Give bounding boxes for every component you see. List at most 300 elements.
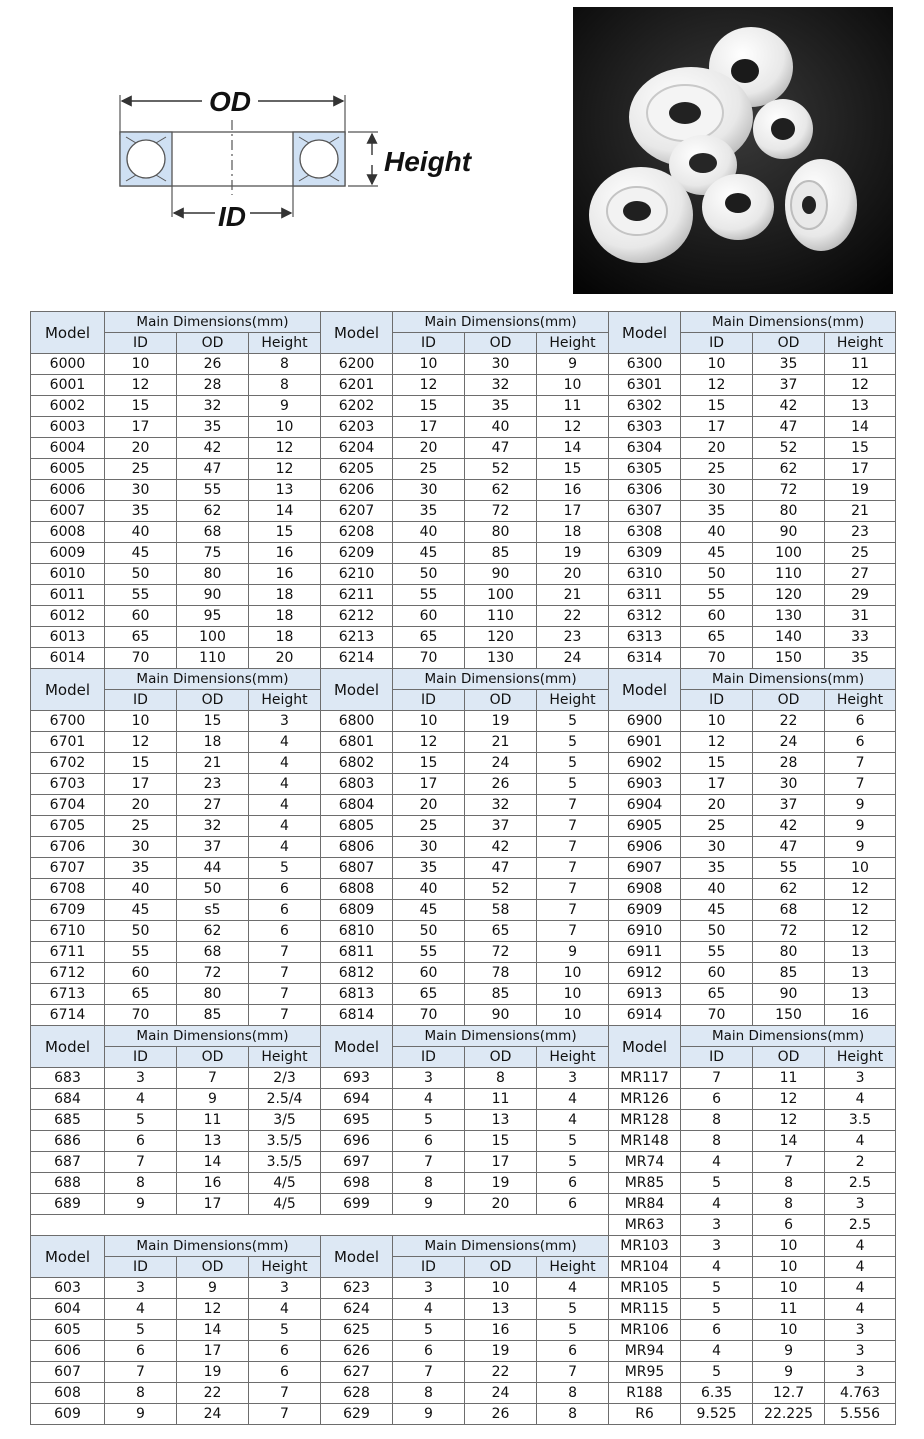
dimension-cell: 35 [825,648,896,669]
model-cell: MR63 [609,1215,681,1236]
dimension-cell: 13 [825,396,896,417]
dimension-cell: 4 [393,1089,465,1110]
column-header-height: Height [537,1257,609,1278]
model-cell: 6309 [609,543,681,564]
model-cell: 6807 [321,858,393,879]
dimension-cell: 65 [465,921,537,942]
dimension-cell: 5 [105,1320,177,1341]
dimension-cell: 3 [393,1068,465,1089]
model-cell: 6710 [31,921,105,942]
dimension-cell: 10 [393,711,465,732]
dimension-cell: 30 [681,480,753,501]
model-cell: 6014 [31,648,105,669]
dimension-cell: 25 [825,543,896,564]
dimension-cell: 29 [825,585,896,606]
dimension-cell: 3 [393,1278,465,1299]
table-row [31,1131,896,1152]
dimension-cell: 52 [465,459,537,480]
model-cell: 6204 [321,438,393,459]
dimension-cell: 100 [753,543,825,564]
dimension-cell: 9 [177,1278,249,1299]
dimension-cell: 4 [825,1089,896,1110]
dimension-cell: 72 [753,480,825,501]
dimension-cell: 11 [465,1089,537,1110]
dimension-cell: 4 [825,1299,896,1320]
model-cell: 698 [321,1173,393,1194]
dimension-cell: 7 [249,1404,321,1425]
model-header: Model [31,669,105,711]
dimension-cell: 7 [537,795,609,816]
model-cell: 6909 [609,900,681,921]
model-cell: 6912 [609,963,681,984]
dimension-cell: 30 [393,480,465,501]
table-row [31,837,896,858]
dimension-cell: 28 [177,375,249,396]
model-cell: 606 [31,1341,105,1362]
model-cell: 6809 [321,900,393,921]
dimension-cell: 22 [537,606,609,627]
dimension-cell: 17 [465,1152,537,1173]
model-cell: 624 [321,1299,393,1320]
model-cell: 6209 [321,543,393,564]
table-row [31,438,896,459]
model-cell: 6703 [31,774,105,795]
table-row [31,501,896,522]
dimension-cell: 85 [465,543,537,564]
model-cell: 6712 [31,963,105,984]
table-row [31,627,896,648]
dimension-cell: 10 [753,1236,825,1257]
dimension-cell: 14 [177,1152,249,1173]
dimension-cell: 35 [681,858,753,879]
model-cell: 6307 [609,501,681,522]
dimension-cell: 7 [825,774,896,795]
dimension-cell: 70 [393,648,465,669]
dimension-cell: 32 [465,795,537,816]
main-dimensions-header: Main Dimensions(mm) [105,669,321,690]
model-cell: 694 [321,1089,393,1110]
dimension-cell: 15 [177,711,249,732]
dimension-cell: 12 [681,732,753,753]
dimension-cell: 13 [465,1110,537,1131]
dimension-cell: 47 [753,837,825,858]
dimension-cell: 13 [825,963,896,984]
table-row [31,648,896,669]
table-header-row [31,669,896,690]
model-cell: 6704 [31,795,105,816]
dimension-cell: 10 [249,417,321,438]
dimension-cell: 32 [177,396,249,417]
dimension-cell: 12 [393,375,465,396]
dimension-cell: 19 [825,480,896,501]
column-header-od: OD [753,690,825,711]
table-header-row [31,1026,896,1047]
dimension-cell: 68 [177,942,249,963]
dimension-cell: 110 [753,564,825,585]
dimension-cell: 8 [105,1383,177,1404]
dimension-cell: 7 [681,1068,753,1089]
dimension-cell: 9 [825,795,896,816]
model-cell: 6702 [31,753,105,774]
dimension-cell: 12 [753,1089,825,1110]
model-cell: 6310 [609,564,681,585]
dimension-cell: 12 [249,438,321,459]
model-cell: 6011 [31,585,105,606]
dimension-cell: 15 [105,396,177,417]
dimension-cell: 45 [105,543,177,564]
dimension-cell: 3 [825,1194,896,1215]
model-cell: 6706 [31,837,105,858]
dimension-cell: 6 [681,1320,753,1341]
dimension-cell: 55 [393,942,465,963]
dimension-cell: 9.525 [681,1404,753,1425]
dimension-cell: 27 [825,564,896,585]
dimension-cell: 14 [537,438,609,459]
column-header-id: ID [393,333,465,354]
dimension-cell: 40 [393,522,465,543]
model-cell: 6205 [321,459,393,480]
dimension-cell: 37 [753,375,825,396]
dimension-cell: 45 [681,900,753,921]
dimension-cell: 35 [105,501,177,522]
dimension-cell: 90 [753,984,825,1005]
dimension-cell: 72 [177,963,249,984]
dimension-cell: 60 [393,963,465,984]
dimension-cell: 72 [753,921,825,942]
table-row [31,921,896,942]
dimension-cell: 5 [537,774,609,795]
dimension-cell: 18 [177,732,249,753]
model-cell: 603 [31,1278,105,1299]
dimension-cell: 10 [537,1005,609,1026]
column-header-od: OD [465,1047,537,1068]
table-row [31,1194,896,1215]
dimension-cell: 12 [681,375,753,396]
dimension-cell: 9 [825,816,896,837]
dimension-cell: 85 [177,1005,249,1026]
dimension-cell: 90 [177,585,249,606]
dimension-cell: 6 [249,921,321,942]
model-cell: MR106 [609,1320,681,1341]
model-cell: 6302 [609,396,681,417]
model-cell: 6308 [609,522,681,543]
model-cell: MR128 [609,1110,681,1131]
model-cell: 6908 [609,879,681,900]
model-cell: 688 [31,1173,105,1194]
dimension-cell: 47 [753,417,825,438]
dimension-cell: 7 [105,1152,177,1173]
model-cell: 6714 [31,1005,105,1026]
dimension-cell: 10 [465,1278,537,1299]
dimension-cell: 4/5 [249,1173,321,1194]
model-cell: 6711 [31,942,105,963]
column-header-height: Height [537,690,609,711]
dimension-cell: 11 [753,1299,825,1320]
dimension-cell: 8 [681,1131,753,1152]
dimension-cell: 150 [753,648,825,669]
dimension-cell: 31 [825,606,896,627]
table-row [31,375,896,396]
model-cell: 6012 [31,606,105,627]
dimension-cell: 52 [753,438,825,459]
model-cell: 6004 [31,438,105,459]
table-row [31,1278,896,1299]
dimension-cell: 20 [249,648,321,669]
model-cell: 683 [31,1068,105,1089]
dimension-cell: 9 [393,1404,465,1425]
column-header-od: OD [753,333,825,354]
dimension-cell: 5 [393,1110,465,1131]
dimension-cell: 2.5 [825,1215,896,1236]
dimension-cell: 8 [249,354,321,375]
dimension-cell: 18 [249,606,321,627]
dimension-cell: 5 [537,711,609,732]
table-row [31,396,896,417]
dimension-cell: 65 [105,984,177,1005]
dimension-cell: 7 [249,963,321,984]
dimension-cell: 15 [465,1131,537,1152]
dimension-cell: 5 [393,1320,465,1341]
model-cell: 699 [321,1194,393,1215]
dimension-cell: 130 [465,648,537,669]
dimension-cell: 68 [753,900,825,921]
table-row [31,711,896,732]
dimension-cell: 7 [537,921,609,942]
table-row [31,543,896,564]
model-cell: 6913 [609,984,681,1005]
model-cell: R6 [609,1404,681,1425]
dimension-cell: 17 [105,774,177,795]
model-cell: 6804 [321,795,393,816]
dimension-cell: 4 [249,1299,321,1320]
dimension-cell: 11 [537,396,609,417]
dimension-cell: 15 [393,753,465,774]
main-dimensions-header: Main Dimensions(mm) [393,669,609,690]
dimension-cell: 62 [753,879,825,900]
column-header-id: ID [393,690,465,711]
model-header: Model [609,312,681,354]
dimension-cell: 5 [537,753,609,774]
model-cell: 6904 [609,795,681,816]
column-header-id: ID [105,1257,177,1278]
dimension-cell: 8 [249,375,321,396]
dimension-cell: 4 [825,1236,896,1257]
model-cell: 6200 [321,354,393,375]
model-cell: 6808 [321,879,393,900]
dimension-cell: 50 [393,921,465,942]
dimension-cell: 9 [537,354,609,375]
column-header-height: Height [249,333,321,354]
model-cell: 6700 [31,711,105,732]
dimension-cell: 25 [105,816,177,837]
dimension-cell: 9 [537,942,609,963]
column-header-id: ID [105,690,177,711]
dimension-cell: 4 [681,1194,753,1215]
model-cell: 697 [321,1152,393,1173]
dimension-cell: 35 [393,501,465,522]
dimension-cell: 68 [177,522,249,543]
table-row [31,1068,896,1089]
dimension-cell: 7 [753,1152,825,1173]
dimension-cell: 10 [825,858,896,879]
dimension-cell: 4 [249,753,321,774]
dimension-cell: 10 [753,1278,825,1299]
model-cell: 6305 [609,459,681,480]
dimensions-table-container [30,311,895,1425]
model-cell: 6709 [31,900,105,921]
dimension-cell: 8 [537,1383,609,1404]
dimension-cell: 60 [105,963,177,984]
dimension-cell: 42 [753,816,825,837]
dimension-cell: 44 [177,858,249,879]
model-cell: 6303 [609,417,681,438]
dimension-cell: 20 [105,438,177,459]
model-cell: 6802 [321,753,393,774]
table-row [31,1341,896,1362]
dimension-cell: 58 [465,900,537,921]
model-cell: 6213 [321,627,393,648]
dimension-cell: 21 [177,753,249,774]
dimension-cell: 15 [681,753,753,774]
dimension-cell: 78 [465,963,537,984]
dimension-cell: 20 [681,438,753,459]
dimension-cell: 5.556 [825,1404,896,1425]
table-header-row [31,312,896,333]
dimension-cell: 35 [177,417,249,438]
dimension-cell: 4 [249,774,321,795]
dimension-cell: 22 [753,711,825,732]
dimension-cell: 3.5 [825,1110,896,1131]
dimension-cell: 7 [105,1362,177,1383]
dimension-cell: 70 [105,1005,177,1026]
model-cell: 627 [321,1362,393,1383]
dimension-cell: 4 [825,1257,896,1278]
dimension-cell: 5 [249,1320,321,1341]
model-cell: 6211 [321,585,393,606]
column-header-id: ID [681,333,753,354]
dimension-cell: 60 [681,606,753,627]
dimension-cell: 55 [681,942,753,963]
table-row [31,606,896,627]
dimension-cell: 40 [105,879,177,900]
model-cell: 629 [321,1404,393,1425]
dimension-cell: 30 [393,837,465,858]
dimension-cell: 14 [249,501,321,522]
dimension-cell: 10 [681,354,753,375]
dimension-cell: 42 [753,396,825,417]
dimension-cell: 15 [393,396,465,417]
dimension-cell: 80 [753,942,825,963]
model-cell: 609 [31,1404,105,1425]
dimension-cell: 4 [681,1152,753,1173]
table-row [31,816,896,837]
table-row [31,879,896,900]
dimension-cell: 140 [753,627,825,648]
model-cell: 6810 [321,921,393,942]
model-cell: MR84 [609,1194,681,1215]
column-header-height: Height [249,690,321,711]
dimension-cell: 20 [393,438,465,459]
model-cell: MR105 [609,1278,681,1299]
dimension-cell: 6 [105,1131,177,1152]
dimension-cell: 18 [249,627,321,648]
dimension-cell: 55 [105,942,177,963]
table-subheader-row [31,333,896,354]
column-header-od: OD [177,333,249,354]
model-cell: 6207 [321,501,393,522]
model-header: Model [31,312,105,354]
dimension-cell: 13 [825,942,896,963]
model-header: Model [321,669,393,711]
model-cell: 696 [321,1131,393,1152]
dimension-cell: 60 [681,963,753,984]
table-row [31,1404,896,1425]
dimension-cell: s5 [177,900,249,921]
column-header-od: OD [177,1047,249,1068]
dimension-cell: 4 [105,1299,177,1320]
dimension-cell: 12 [105,375,177,396]
column-header-id: ID [681,690,753,711]
dimension-cell: 11 [825,354,896,375]
spacer-cell [31,1215,609,1236]
dimension-cell: 45 [393,543,465,564]
dimension-cell: 12 [393,732,465,753]
dimension-cell: 5 [681,1173,753,1194]
dimension-cell: 33 [825,627,896,648]
dimension-cell: 6 [825,711,896,732]
model-cell: 6214 [321,648,393,669]
dimension-cell: 5 [537,1152,609,1173]
model-cell: MR85 [609,1173,681,1194]
dimension-cell: 62 [753,459,825,480]
dimension-cell: 21 [465,732,537,753]
main-dimensions-header: Main Dimensions(mm) [393,1026,609,1047]
model-cell: R188 [609,1383,681,1404]
dimension-cell: 80 [465,522,537,543]
height-label: Height [384,146,472,177]
dimension-cell: 22.225 [753,1404,825,1425]
dimension-cell: 47 [465,858,537,879]
table-row [31,732,896,753]
model-cell: 685 [31,1110,105,1131]
id-label: ID [218,201,246,232]
model-cell: 6311 [609,585,681,606]
dimension-cell: 21 [537,585,609,606]
model-cell: 6306 [609,480,681,501]
dimension-cell: 17 [393,417,465,438]
dimension-cell: 40 [465,417,537,438]
dimension-cell: 4 [249,816,321,837]
dimension-cell: 6 [105,1341,177,1362]
model-cell: 6914 [609,1005,681,1026]
model-header: Model [609,1026,681,1068]
dimension-cell: 23 [537,627,609,648]
model-cell: 695 [321,1110,393,1131]
dimension-cell: 24 [465,1383,537,1404]
dimension-cell: 72 [465,501,537,522]
dimension-cell: 11 [753,1068,825,1089]
dimension-cell: 9 [753,1362,825,1383]
dimension-cell: 70 [681,1005,753,1026]
dimension-cell: 15 [537,459,609,480]
dimension-cell: 60 [105,606,177,627]
model-cell: 6201 [321,375,393,396]
dimension-cell: 4 [537,1278,609,1299]
dimension-cell: 50 [681,564,753,585]
dimension-cell: 5 [537,732,609,753]
dimension-cell: 62 [177,921,249,942]
dimension-cell: 60 [393,606,465,627]
